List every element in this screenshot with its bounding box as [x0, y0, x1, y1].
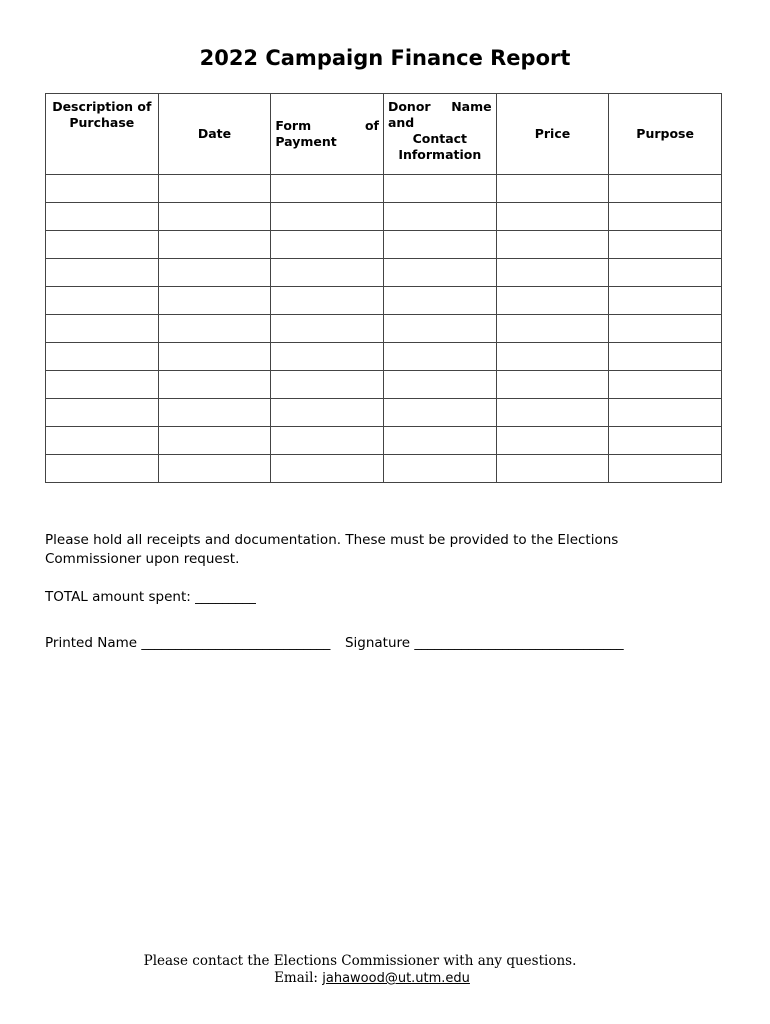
table-cell[interactable] [271, 371, 384, 399]
table-cell[interactable] [496, 287, 609, 315]
table-cell[interactable] [496, 315, 609, 343]
table-cell[interactable] [158, 287, 271, 315]
table-cell[interactable] [158, 399, 271, 427]
table-row [46, 287, 722, 315]
header-price: Price [496, 94, 609, 175]
table-cell[interactable] [158, 427, 271, 455]
table-cell[interactable] [271, 231, 384, 259]
table-cell[interactable] [271, 427, 384, 455]
table-header-row [46, 94, 722, 175]
table-row [46, 455, 722, 483]
header-form-of-payment: Form of Payment [271, 94, 384, 175]
table-cell[interactable] [609, 259, 722, 287]
table-row [46, 427, 722, 455]
table-cell[interactable] [46, 371, 159, 399]
table-cell[interactable] [609, 343, 722, 371]
table-cell[interactable] [609, 231, 722, 259]
table-cell[interactable] [496, 259, 609, 287]
table-cell[interactable] [46, 231, 159, 259]
table-cell[interactable] [46, 315, 159, 343]
page-title: 2022 Campaign Finance Report [199, 46, 571, 70]
table-cell[interactable] [383, 455, 496, 483]
table-row [46, 231, 722, 259]
header-date: Date [158, 94, 271, 175]
table-row [46, 203, 722, 231]
printed-name-field[interactable]: Printed Name ____________________________ [45, 635, 331, 651]
table-cell[interactable] [271, 343, 384, 371]
table-cell[interactable] [158, 203, 271, 231]
table-cell[interactable] [383, 399, 496, 427]
table-cell[interactable] [383, 231, 496, 259]
table-cell[interactable] [46, 203, 159, 231]
table-cell[interactable] [158, 455, 271, 483]
table-cell[interactable] [383, 315, 496, 343]
header-description: Description of Purchase [46, 94, 159, 175]
table-row [46, 259, 722, 287]
table-cell[interactable] [609, 203, 722, 231]
table-cell[interactable] [609, 315, 722, 343]
table-cell[interactable] [271, 315, 384, 343]
table-cell[interactable] [271, 455, 384, 483]
table-cell[interactable] [496, 231, 609, 259]
table-cell[interactable] [158, 315, 271, 343]
table-cell[interactable] [271, 287, 384, 315]
table-cell[interactable] [383, 287, 496, 315]
table-cell[interactable] [609, 175, 722, 203]
table-cell[interactable] [46, 175, 159, 203]
table-cell[interactable] [496, 427, 609, 455]
table-cell[interactable] [46, 455, 159, 483]
table-cell[interactable] [609, 399, 722, 427]
table-cell[interactable] [271, 175, 384, 203]
finance-table [45, 93, 722, 483]
table-cell[interactable] [46, 259, 159, 287]
header-purpose: Purpose [609, 94, 722, 175]
table-cell[interactable] [609, 427, 722, 455]
table-cell[interactable] [609, 455, 722, 483]
table-cell[interactable] [271, 203, 384, 231]
table-row [46, 343, 722, 371]
table-cell[interactable] [496, 371, 609, 399]
table-cell[interactable] [609, 287, 722, 315]
table-cell[interactable] [46, 399, 159, 427]
table-row [46, 315, 722, 343]
table-cell[interactable] [496, 203, 609, 231]
table-row [46, 371, 722, 399]
table-cell[interactable] [383, 203, 496, 231]
name-signature-line [45, 634, 624, 653]
table-cell[interactable] [496, 175, 609, 203]
table-cell[interactable] [496, 455, 609, 483]
table-cell[interactable] [158, 231, 271, 259]
table-cell[interactable] [609, 371, 722, 399]
table-row [46, 399, 722, 427]
header-donor-contact: Donor Name and Contact Information [383, 94, 496, 175]
table-cell[interactable] [383, 371, 496, 399]
table-cell[interactable] [496, 343, 609, 371]
table-cell[interactable] [46, 343, 159, 371]
signature-field[interactable]: Signature _______________________________ [344, 635, 624, 651]
total-amount-field[interactable]: TOTAL amount spent: _________ [45, 589, 256, 605]
table-cell[interactable] [46, 427, 159, 455]
table-cell[interactable] [46, 287, 159, 315]
table-cell[interactable] [383, 175, 496, 203]
table-cell[interactable] [271, 259, 384, 287]
table-cell[interactable] [158, 371, 271, 399]
table-cell[interactable] [158, 259, 271, 287]
table-cell[interactable] [383, 259, 496, 287]
table-cell[interactable] [383, 343, 496, 371]
table-cell[interactable] [271, 399, 384, 427]
receipts-notice: Please hold all receipts and documentation. These must be provided to the Elections Commissioner upon request. [45, 532, 619, 567]
email-link[interactable]: jahawood@ut.utm.edu [322, 971, 470, 986]
table-cell[interactable] [158, 175, 271, 203]
footer-contact: Please contact the Elections Commissioner with any questions. Email: jahawood@ut.utm.edu [143, 953, 577, 986]
table-cell[interactable] [383, 427, 496, 455]
table-cell[interactable] [158, 343, 271, 371]
table-row [46, 175, 722, 203]
table-cell[interactable] [496, 399, 609, 427]
